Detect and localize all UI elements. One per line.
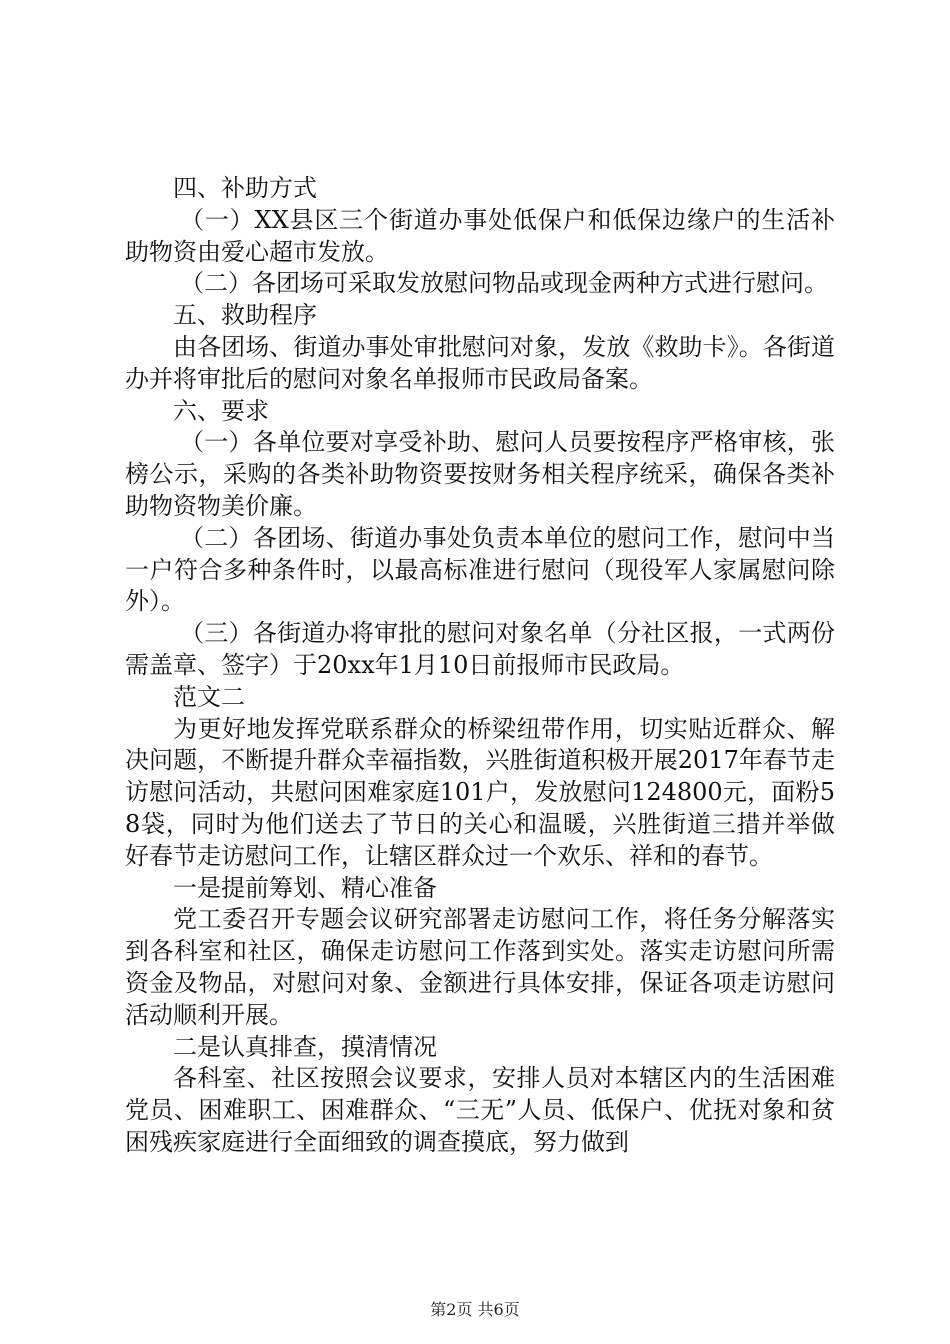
paragraph: （一）各单位要对享受补助、慰问人员要按程序严格审核，张榜公示，采购的各类补助物资要按财务相关程序统采，确保各类补助物资物美价廉。 (125, 428, 835, 520)
section-heading: 范文二 (173, 682, 245, 711)
paragraph: 各科室、社区按照会议要求，安排人员对本辖区内的生活困难党员、困难职工、困难群众、“三无”人员、低保户、优抚对象和贫困残疾家庭进行全面细致的调查摸底，努力做到 (125, 1064, 835, 1156)
section-heading: 五、救助程序 (173, 301, 317, 330)
paragraph: （二）各团场可采取发放慰问物品或现金两种方式进行慰问。 (180, 269, 828, 298)
paragraph: 为更好地发挥党联系群众的桥梁纽带作用，切实贴近群众、解决问题，不断提升群众幸福指数，兴胜街道积极开展2017年春节走访慰问活动，共慰问困难家庭101户，发放慰问124800元，面粉58袋，同时为他们送去了节日的关心和温暖，兴胜街道三措并举做好春节走访慰问工作，让辖区群众过一个欢乐、祥和的春节。 (125, 714, 835, 870)
section-heading: 一是提前筹划、精心准备 (173, 873, 437, 902)
paragraph: （二）各团场、街道办事处负责本单位的慰问工作，慰问中当一户符合多种条件时，以最高标准进行慰问（现役军人家属慰问除外）。 (125, 523, 835, 616)
paragraph: 党工委召开专题会议研究部署走访慰问工作，将任务分解落实到各科室和社区，确保走访慰问工作落到实处。落实走访慰问所需资金及物品，对慰问对象、金额进行具体安排，保证各项走访慰问活动顺利开展。 (125, 905, 835, 1029)
section-heading: 四、补助方式 (173, 174, 317, 202)
paragraph: 由各团场、街道办事处审批慰问对象，发放《救助卡》。各街道办并将审批后的慰问对象名单报师市民政局备案。 (125, 332, 835, 393)
document-body (125, 173, 835, 1159)
paragraph: （一）XX县区三个街道办事处低保户和低保边缘户的生活补助物资由爱心超市发放。 (125, 205, 835, 266)
section-heading: 六、要求 (173, 396, 269, 425)
paragraph: （三）各街道办将审批的慰问对象名单（分社区报，一式两份需盖章、签字）于20xx年1月10日前报师市民政局。 (125, 619, 835, 679)
section-heading: 二是认真排查，摸清情况 (173, 1032, 437, 1061)
page-number: 第2页 共6页 (430, 1300, 520, 1319)
